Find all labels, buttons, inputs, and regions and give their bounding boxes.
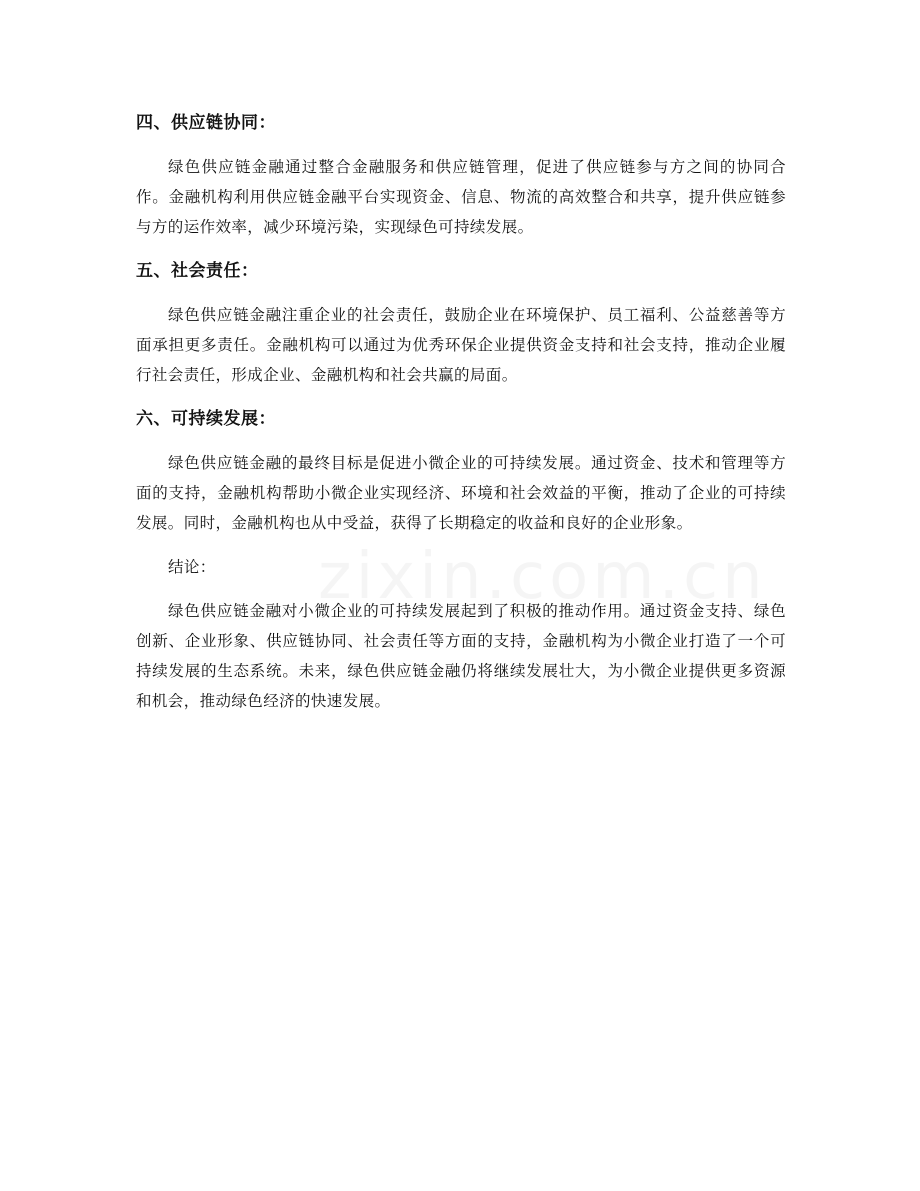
section-heading-social-responsibility: 五、社会责任： xyxy=(136,261,259,281)
section-paragraph-social-responsibility: 绿色供应链金融注重企业的社会责任，鼓励企业在环境保护、员工福利、公益慈善等方面承担更多责任。金融机构可以通过为优秀环保企业提供资金支持和社会支持，推动企业履行社会责任，形成企业、金融机构和社会共赢的局面。 xyxy=(136,306,786,384)
conclusion-label: 结论： xyxy=(168,558,216,576)
section-heading-sustainable-development: 六、可持续发展： xyxy=(136,409,276,429)
document-body xyxy=(136,108,786,730)
section-paragraph-sustainable-development: 绿色供应链金融的最终目标是促进小微企业的可持续发展。通过资金、技术和管理等方面的支持，金融机构帮助小微企业实现经济、环境和社会效益的平衡，推动了企业的可持续发展。同时，金融机构也从中受益，获得了长期稳定的收益和良好的企业形象。 xyxy=(136,454,786,532)
section-paragraph-supply-chain: 绿色供应链金融通过整合金融服务和供应链管理，促进了供应链参与方之间的协同合作。金融机构利用供应链金融平台实现资金、信息、物流的高效整合和共享，提升供应链参与方的运作效率，减少环境污染，实现绿色可持续发展。 xyxy=(136,158,786,236)
section-heading-supply-chain: 四、供应链协同： xyxy=(136,113,276,133)
conclusion-paragraph: 绿色供应链金融对小微企业的可持续发展起到了积极的推动作用。通过资金支持、绿色创新、企业形象、供应链协同、社会责任等方面的支持，金融机构为小微企业打造了一个可持续发展的生态系统。未来，绿色供应链金融仍将继续发展壮大，为小微企业提供更多资源和机会，推动绿色经济的快速发展。 xyxy=(136,602,786,710)
